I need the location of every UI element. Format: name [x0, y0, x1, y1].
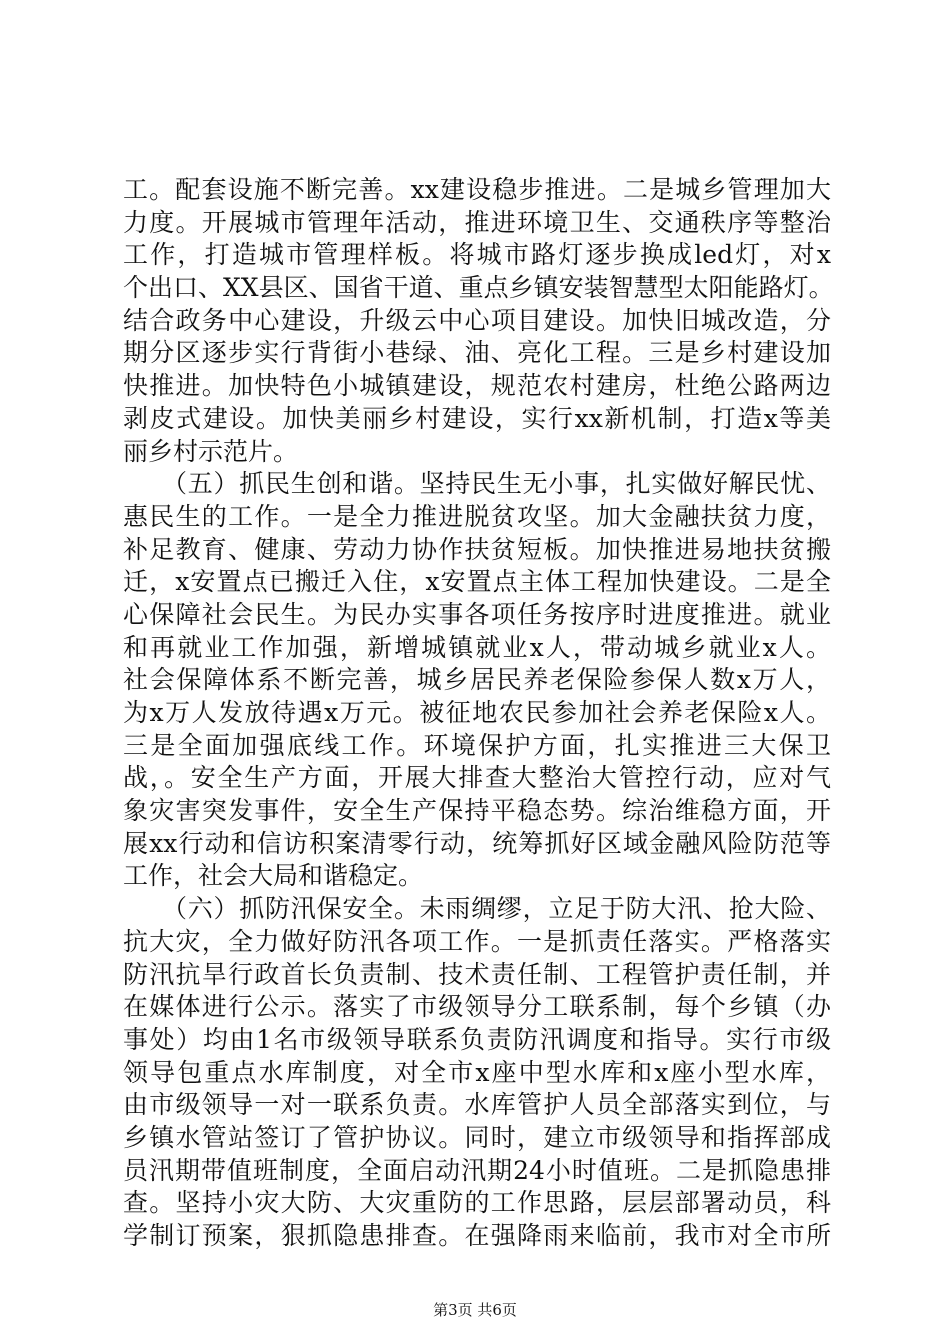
text-line: 乡镇水管站签订了管护协议。同时，建立市级领导和指挥部成 — [123, 1122, 831, 1152]
text-line: 由市级领导一对一联系负责。水库管护人员全部落实到位，与 — [123, 1090, 831, 1120]
text-line: 补足教育、健康、劳动力协作扶贫短板。加快推进易地扶贫搬 — [123, 534, 831, 564]
paragraph-continuation — [123, 174, 834, 468]
text-line: 抗大灾，全力做好防汛各项工作。一是抓责任落实。严格落实 — [123, 926, 831, 956]
text-line: 个出口、XX县区、国省干道、重点乡镇安装智慧型太阳能路灯。 — [123, 273, 834, 303]
text-line: 工。配套设施不断完善。xx建设稳步推进。二是城乡管理加大 — [123, 175, 831, 204]
document-body — [123, 174, 834, 1253]
page-footer — [0, 1300, 950, 1320]
text-line: 社会保障体系不断完善，城乡居民养老保险参保人数x万人， — [123, 665, 831, 695]
paragraph-section-six — [123, 893, 831, 1253]
text-line: 战，。安全生产方面，开展大排查大整治大管控行动，应对气 — [123, 763, 831, 793]
text-line: 丽乡村示范片。 — [123, 436, 299, 466]
page-number-label: 第3页 共6页 — [433, 1301, 517, 1319]
text-line: 心保障社会民生。为民办实事各项任务按序时进度推进。就业 — [123, 599, 831, 629]
text-line: 查。坚持小灾大防、大灾重防的工作思路，层层部署动员，科 — [123, 1188, 831, 1218]
text-line: 员汛期带值班制度，全面启动汛期24小时值班。二是抓隐患排 — [123, 1155, 831, 1185]
text-line: 迁，x安置点已搬迁入住，x安置点主体工程加快建设。二是全 — [123, 567, 831, 597]
text-line: 为x万人发放待遇x万元。被征地农民参加社会养老保险x人。 — [123, 698, 831, 727]
text-line: 防汛抗旱行政首长负责制、技术责任制、工程管护责任制，并 — [123, 959, 831, 989]
text-line: 三是全面加强底线工作。环境保护方面，扎实推进三大保卫 — [123, 730, 831, 760]
text-line: 快推进。加快特色小城镇建设，规范农村建房，杜绝公路两边 — [123, 371, 831, 401]
text-line: 工作，打造城市管理样板。将城市路灯逐步换成led灯，对x — [123, 240, 831, 270]
text-line: 学制订预案，狠抓隐患排查。在强降雨来临前，我市对全市所 — [123, 1221, 831, 1250]
paragraph-section-five — [123, 468, 831, 893]
text-line: 领导包重点水库制度，对全市x座中型水库和x座小型水库， — [123, 1057, 831, 1087]
text-line: 惠民生的工作。一是全力推进脱贫攻坚。加大金融扶贫力度， — [123, 501, 831, 531]
text-line: 展xx行动和信访积案清零行动，统筹抓好区域金融风险防范等 — [123, 828, 831, 858]
text-line: 力度。开展城市管理年活动，推进环境卫生、交通秩序等整治 — [123, 207, 831, 237]
text-line: （五）抓民生创和谐。坚持民生无小事，扎实做好解民忧、 — [123, 469, 831, 499]
text-line: 在媒体进行公示。落实了市级领导分工联系制，每个乡镇（办 — [123, 992, 831, 1022]
text-line: （六）抓防汛保安全。未雨绸缪，立足于防大汛、抢大险、 — [123, 894, 831, 924]
text-line: 象灾害突发事件，安全生产保持平稳态势。综治维稳方面，开 — [123, 796, 831, 826]
text-line: 事处）均由1名市级领导联系负责防汛调度和指导。实行市级 — [123, 1024, 831, 1054]
text-line: 结合政务中心建设，升级云中心项目建设。加快旧城改造，分 — [123, 305, 831, 335]
text-line: 工作，社会大局和谐稳定。 — [123, 861, 424, 891]
text-line: 和再就业工作加强，新增城镇就业x人，带动城乡就业x人。 — [123, 632, 831, 662]
text-line: 期分区逐步实行背街小巷绿、油、亮化工程。三是乡村建设加 — [123, 338, 831, 368]
text-line: 剥皮式建设。加快美丽乡村建设，实行xx新机制，打造x等美 — [123, 403, 831, 433]
